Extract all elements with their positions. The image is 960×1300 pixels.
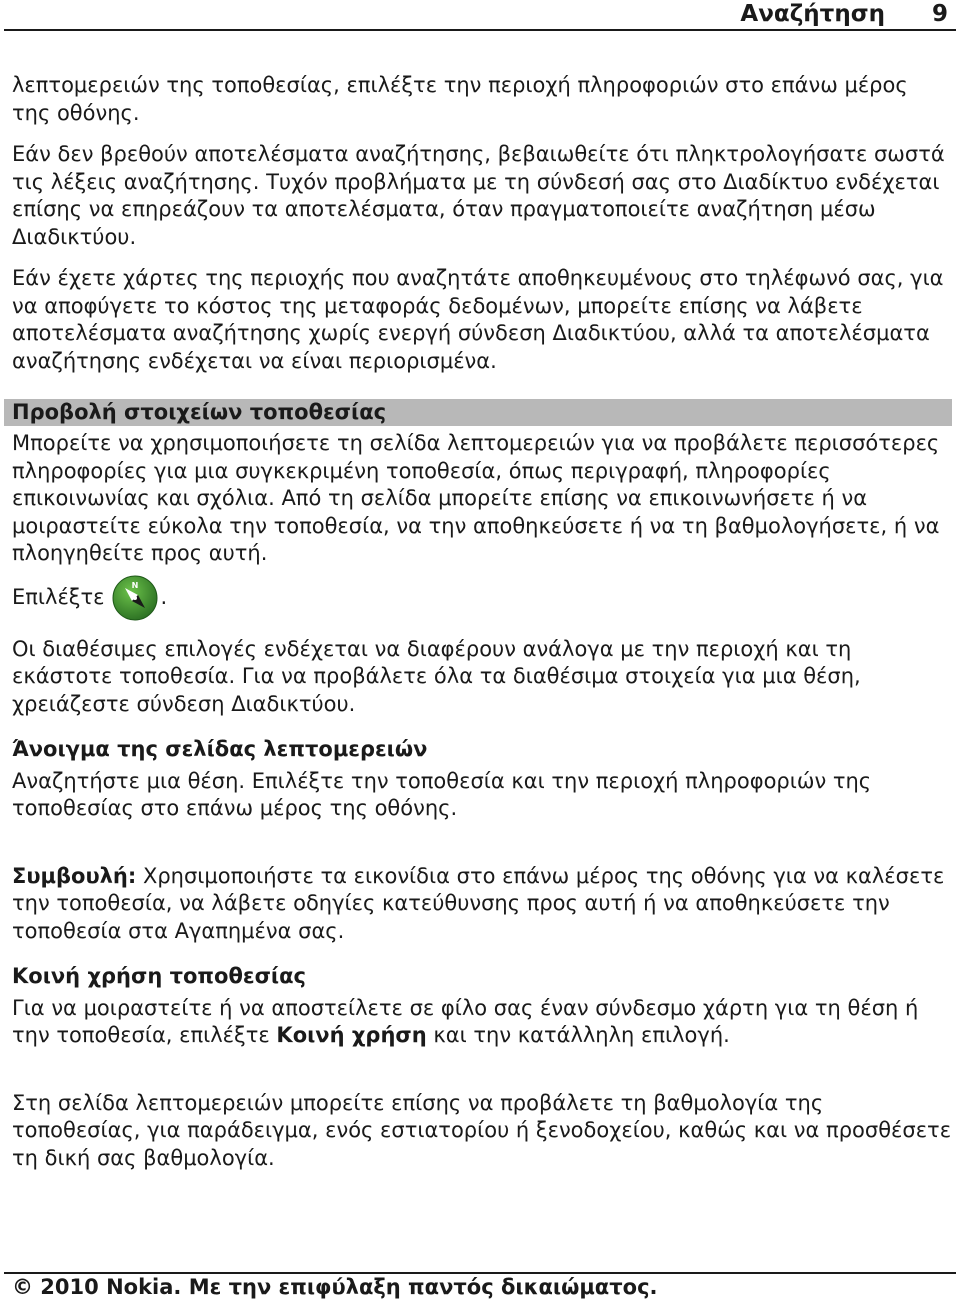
chapter-title: Αναζήτηση (740, 1, 885, 27)
section-heading: Προβολή στοιχείων τοποθεσίας (12, 400, 387, 424)
paragraph-share (12, 995, 952, 1050)
compass-north-letter: N (131, 580, 138, 590)
page-header (0, 0, 960, 30)
paragraph-options-note: Οι διαθέσιμες επιλογές ενδέχεται να διαφέρουν ανάλογα με την περιοχή και τη εκάστοτε τοποθεσία. Για να προβάλετε όλα τα διαθέσιμα στοιχεία για μια θέση, χρειάζεστε σύνδεση Διαδικτύου. (12, 636, 861, 716)
paragraph-open-details: Αναζητήστε μια θέση. Επιλέξτε την τοποθεσία και την περιοχή πληροφοριών της τοποθεσίας στο επάνω μέρος της οθόνης. (12, 768, 872, 820)
select-period: . (160, 584, 168, 609)
tip-body: Χρησιμοποιήστε τα εικονίδια στο επάνω μέρος της οθόνης για να καλέσετε την τοποθεσία, να λάβετε οδηγίες κατεύθυνσης προς αυτή ή να αποθηκεύσετε την τοποθεσία στα Αγαπημένα σας. (12, 863, 945, 943)
page-content (12, 72, 952, 1186)
page-number: 9 (931, 1, 948, 27)
paragraph-rating: Στη σελίδα λεπτομερειών μπορείτε επίσης να προβάλετε τη βαθμολογία της τοποθεσίας, για παράδειγμα, ενός εστιατορίου ή ξενοδοχείου, καθώς και να προσθέσετε τη δική σας βαθμολογία. (12, 1090, 952, 1170)
paragraph-no-results: Εάν δεν βρεθούν αποτελέσματα αναζήτησης, βεβαιωθείτε ότι πληκτρολογήσατε σωστά τις λέξεις αναζήτησης. Τυχόν προβλήματα με τη σύνδεσή σας στο Διαδίκτυο ενδέχεται επίσης να επηρεάζουν τα αποτελέσματα, όταν πραγματοποιείτε αναζήτηση μέσω Διαδικτύου. (12, 142, 945, 249)
footer-copyright: © 2010 Nokia. Με την επιφύλαξη παντός δικαιώματος. (12, 1275, 658, 1299)
select-instruction (12, 574, 952, 622)
paragraph-continued: λεπτομερειών της τοποθεσίας, επιλέξτε την περιοχή πληροφοριών στο επάνω μέρος της οθόνης. (12, 73, 908, 125)
share-command: Κοινή χρήση (276, 1023, 427, 1047)
subheading-open-details: Άνοιγμα της σελίδας λεπτομερειών (12, 737, 428, 761)
paragraph-details-intro: Μπορείτε να χρησιμοποιήσετε τη σελίδα λεπτομερειών για να προβάλετε περισσότερες πληροφορίες για μια συγκεκριμένη τοποθεσία, όπως περιγραφή, πληροφορίες επικοινωνίας και σχόλια. Από τη σελίδα μπορείτε επίσης να επικοινωνήσετε ή να μοιραστείτε εύκολα την τοποθεσία, να την αποθηκεύσετε ή να τη βαθμολογήσετε, ή να πλοηγηθείτε προς αυτή. (12, 431, 940, 565)
subheading-share-location: Κοινή χρήση τοποθεσίας (12, 964, 306, 988)
paragraph-tip (12, 863, 952, 946)
header-divider (4, 29, 956, 31)
share-body-after: και την κατάλληλη επιλογή. (426, 1023, 730, 1047)
share-body-before: Για να μοιραστείτε ή να αποστείλετε σε φίλο σας έναν σύνδεσμο χάρτη για τη θέση ή την τοποθεσία, επιλέξτε (12, 995, 919, 1047)
paragraph-offline-maps: Εάν έχετε χάρτες της περιοχής που αναζητάτε αποθηκευμένους στο τηλέφωνό σας, για να αποφύγετε το κόστος της μεταφοράς δεδομένων, μπορείτε επίσης να λάβετε αποτελέσματα αναζήτησης χωρίς ενεργή σύνδεση Διαδικτύου, αλλά τα αποτελέσματα αναζήτησης ενδέχεται να είναι περιορισμένα. (12, 266, 944, 373)
tip-label: Συμβουλή: (12, 863, 137, 888)
select-label: Επιλέξτε (12, 584, 105, 609)
section-heading-bar (4, 399, 952, 426)
compass-icon (111, 574, 159, 622)
